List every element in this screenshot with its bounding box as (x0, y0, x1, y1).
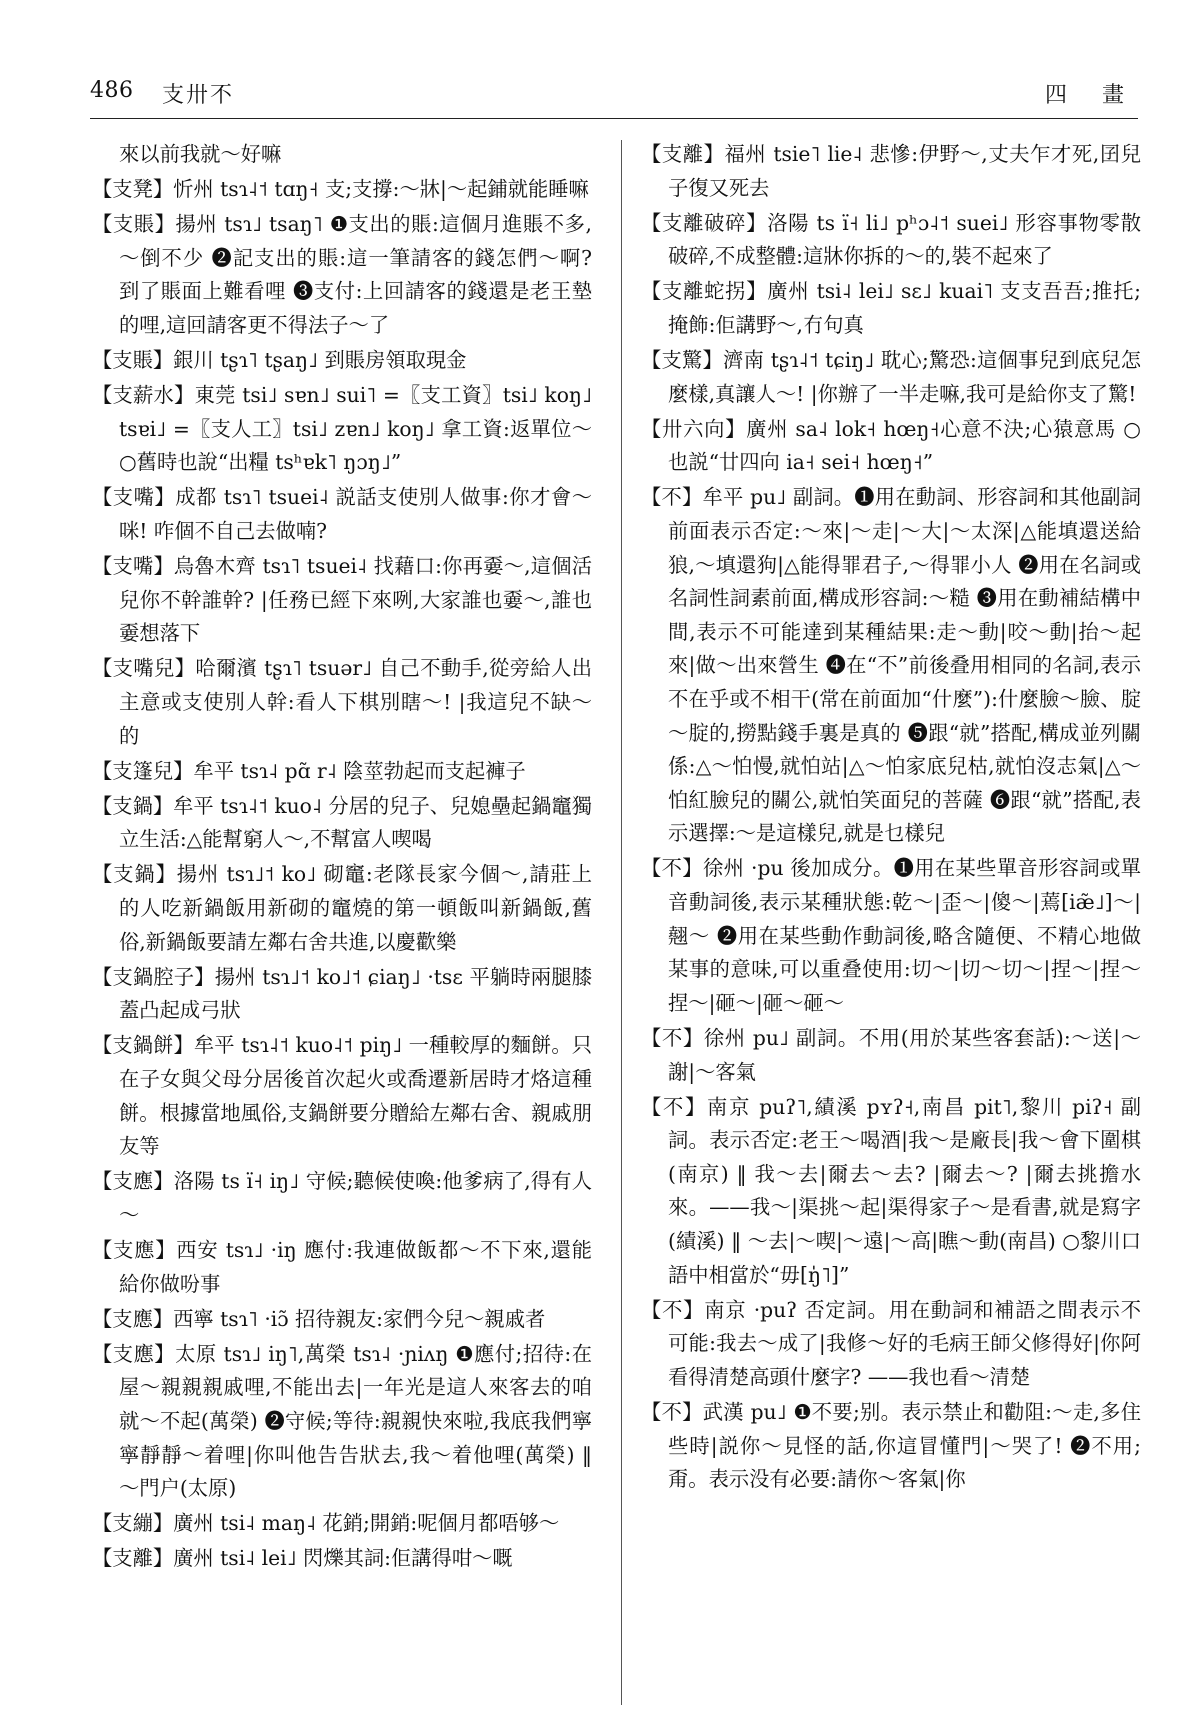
section-title: 四 畫 (1045, 83, 1138, 108)
dictionary-entry: 【支應】太原 tsɿ˩ iŋ˥,萬榮 tsɿ˨ ·ɲiʌŋ ❶應付;招待:在屋～親親親戚哩,不能出去|一年光是這人來客去的咱就～不起(萬榮) ❷守候;等待:親親快來啦,我底我們寧寧靜靜～着哩|你叫他告告狀去,我～着他哩(萬榮) ‖ ～門户(太原) (92, 1341, 592, 1501)
dictionary-entry: 【支驚】濟南 tʂɿ˨˦ tɕiŋ˩ 耽心;驚恐:這個事兒到底兒怎麼樣,真讓人～! |你辦了一半走嘛,我可是給你支了驚! (641, 348, 1141, 406)
dictionary-entry: 【支鍋】牟平 tsɿ˨˦ kuo˨ 分居的兒子、兒媳壘起鍋竈獨立生活:△能幫窮人～,不幫富人喫喝 (92, 793, 592, 852)
dictionary-entry: 【不】徐州 ·pu 後加成分。❶用在某些單音形容詞或單音動詞後,表示某種狀態:乾～|歪～|傻～|蔫[iæ̃˩]～|翹～ ❷用在某些動作動詞後,略含隨便、不精心地做某事的意味,可以重叠使用:切～|切～切～|捏～|捏～捏～|砸～|砸～砸～ (641, 856, 1141, 1015)
dictionary-entry: 【支離破碎】洛陽 ts ï˧ li˩ pʰɔ˨˦ suei˩ 形容事物零散破碎,不成整體:這牀你拆的～的,裝不起來了 (641, 210, 1141, 269)
page-number: 486 (90, 78, 134, 103)
dictionary-entry: 【不】南京 ·puʔ 否定詞。用在動詞和補語之間表示不可能:我去～成了|我修～好的毛病王師父修得好|你阿看得清楚高頭什麼字? ——我也看～清楚 (641, 1297, 1141, 1389)
dictionary-entry: 【支鍋】揚州 tsɿ˩˦ ko˩ 砌竈:老隊長家今個～,請莊上的人吃新鍋飯用新砌的竈燒的第一頓飯叫新鍋飯,舊俗,新鍋飯要請左鄰右舍共進,以慶歡樂 (92, 862, 592, 954)
dictionary-entry: 【支薪水】東莞 tsi˩ sɐn˩ sui˥ =〖支工資〗tsi˩ koŋ˩ tsɐi˩ =〖支人工〗tsi˩ zɐn˩ koŋ˩ 拿工資:返單位～ ○舊時也說“出糧 tsʰɐk˥ ŋɔŋ˩” (92, 383, 592, 475)
right-column (641, 138, 1141, 1498)
dictionary-entry: 【支篷兒】牟平 tsɿ˨ pɑ̃ r˨ 陰莖勃起而支起褲子 (92, 758, 526, 783)
dictionary-entry: 【支應】西安 tsɿ˩ ·iŋ 應付:我連做飯都～不下來,還能給你做吩事 (92, 1238, 592, 1296)
dictionary-entry: 【不】牟平 pu˩ 副詞。❶用在動詞、形容詞和其他副詞前面表示否定:～來|～走|～大|～太深|△能填還送給狼,～填還狗|△能得罪君子,～得罪小人 ❷用在名詞或名詞性詞素前面,構成形容詞:～糙 ❸用在動補結構中間,表示不可能達到某種結果:走～動|咬～動|抬～起來|做～出來營生 ❹在“不”前後叠用相同的名詞,表示不在乎或不相干(常在前面加“什麼”):什麼臉～臉、腚～腚的,撈點錢手裏是真的 ❺跟“就”搭配,構成並列關係:△～怕慢,就怕站|△～怕家底兒枯,就怕沒志氣|△～怕紅臉兒的關公,就怕笑面兒的菩薩 ❻跟“就”搭配,表示選擇:～是這樣兒,就是乜樣兒 (641, 485, 1141, 846)
page-header (90, 78, 1138, 118)
dictionary-entry: 【支嘴兒】哈爾濱 tʂɿ˥ tsuər˩ 自己不動手,從旁給人出主意或支使別人幹:看人下棋別瞎～! |我這兒不缺～的 (92, 656, 592, 748)
dictionary-entry: 【支鍋腔子】揚州 tsɿ˩˦ ko˩˦ ɕiaŋ˩ ·tsɛ 平躺時兩腿膝蓋凸起成弓狀 (92, 964, 592, 1023)
left-column (92, 138, 592, 1577)
dictionary-entry: 【支凳】忻州 tsɿ˨˦ tɑŋ˧ 支;支撐:～牀|～起鋪就能睡嘛 (92, 177, 589, 202)
dictionary-entry: 【支賬】揚州 tsɿ˩ tsaŋ˥ ❶支出的賬:這個月進賬不多,～倒不少 ❷記支出的賬:這一筆請客的錢怎們～啊? 到了賬面上難看哩 ❸支付:上回請客的錢還是老王墊的哩,這回請客更不得法子～了 (92, 212, 592, 337)
dictionary-entry: 【支鍋餅】牟平 tsɿ˨˦ kuo˨˦ piŋ˩ 一種較厚的麵餅。只在子女與父母分居後首次起火或喬遷新居時才烙這種餅。根據當地風俗,支鍋餅要分贈給左鄰右舍、親戚朋友等 (92, 1033, 592, 1159)
dictionary-entry: 【支嘴】成都 tsɿ˥ tsuei˨ 説話支使別人做事:你才會～咪! 咋個不自己去做喃? (92, 485, 592, 544)
dictionary-entry: 【支嘴】烏魯木齊 tsɿ˥ tsuei˨ 找藉口:你再嫑～,這個活兒你不幹誰幹? |任務已經下來咧,大家誰也嫑～,誰也嫑想落下 (92, 554, 592, 646)
dictionary-entry: 【卅六向】廣州 sa˨ lok˧ hœŋ˧心意不決;心猿意馬 ○也説“廿四向 ia˧ sei˧ hœŋ˧” (641, 416, 1141, 475)
dictionary-entry: 【支繃】廣州 tsi˨ maŋ˨ 花銷;開銷:呢個月都唔够～ (92, 1511, 560, 1536)
dictionary-entry: 【支離】廣州 tsi˨ lei˩ 閃爍其詞:佢講得咁～嘅 (92, 1546, 513, 1571)
column-divider (621, 140, 622, 1705)
dictionary-entry: 來以前我就～好嘛 (119, 142, 282, 166)
dictionary-entry: 【不】徐州 pu˩ 副詞。不用(用於某些客套話):～送|～謝|～客氣 (641, 1025, 1141, 1084)
dictionary-entry: 【不】武漢 pu˩ ❶不要;别。表示禁止和勸阻:～走,多住些時|説你～見怪的話,你這冒懂門|～哭了! ❷不用;甭。表示没有必要:請你～客氣|你 (641, 1399, 1141, 1492)
dictionary-entry: 【不】南京 puʔ˥,績溪 pʏʔ˧,南昌 pit˥,黎川 piʔ˧ 副詞。表示否定:老王～喝酒|我～是廠長|我～會下圍棋(南京) ‖ 我～去|爾去～去? |爾去～? |爾去挑擔水來。——我～|渠挑～起|渠得家子～是看書,就是寫字(績溪) ‖ ～去|～喫|～遠|～高|瞧～動(南昌) ○黎川口語中相當於“毋[ŋ̍˥]” (641, 1094, 1141, 1287)
dictionary-entry: 【支應】洛陽 ts ï˧ iŋ˩ 守候;聽候使喚:他爹病了,得有人～ (92, 1169, 592, 1227)
dictionary-entry: 【支賬】銀川 tʂɿ˥ tʂaŋ˩ 到賬房領取現金 (92, 348, 467, 373)
running-title: 支卅不 (162, 83, 235, 108)
dictionary-entry: 【支應】西寧 tsɿ˥ ·iɔ̃ 招待親友:家們今兒～親戚者 (92, 1306, 546, 1331)
dictionary-entry: 【支離】福州 tsie˥ lie˨ 悲慘:伊野～,丈夫乍才死,囝兒子復又死去 (641, 142, 1141, 200)
dictionary-entry: 【支離蛇拐】廣州 tsi˨ lei˩ sɛ˩ kuai˥ 支支吾吾;推托;掩飾:佢講野～,冇句真 (641, 279, 1141, 337)
header-rule (90, 118, 1138, 119)
